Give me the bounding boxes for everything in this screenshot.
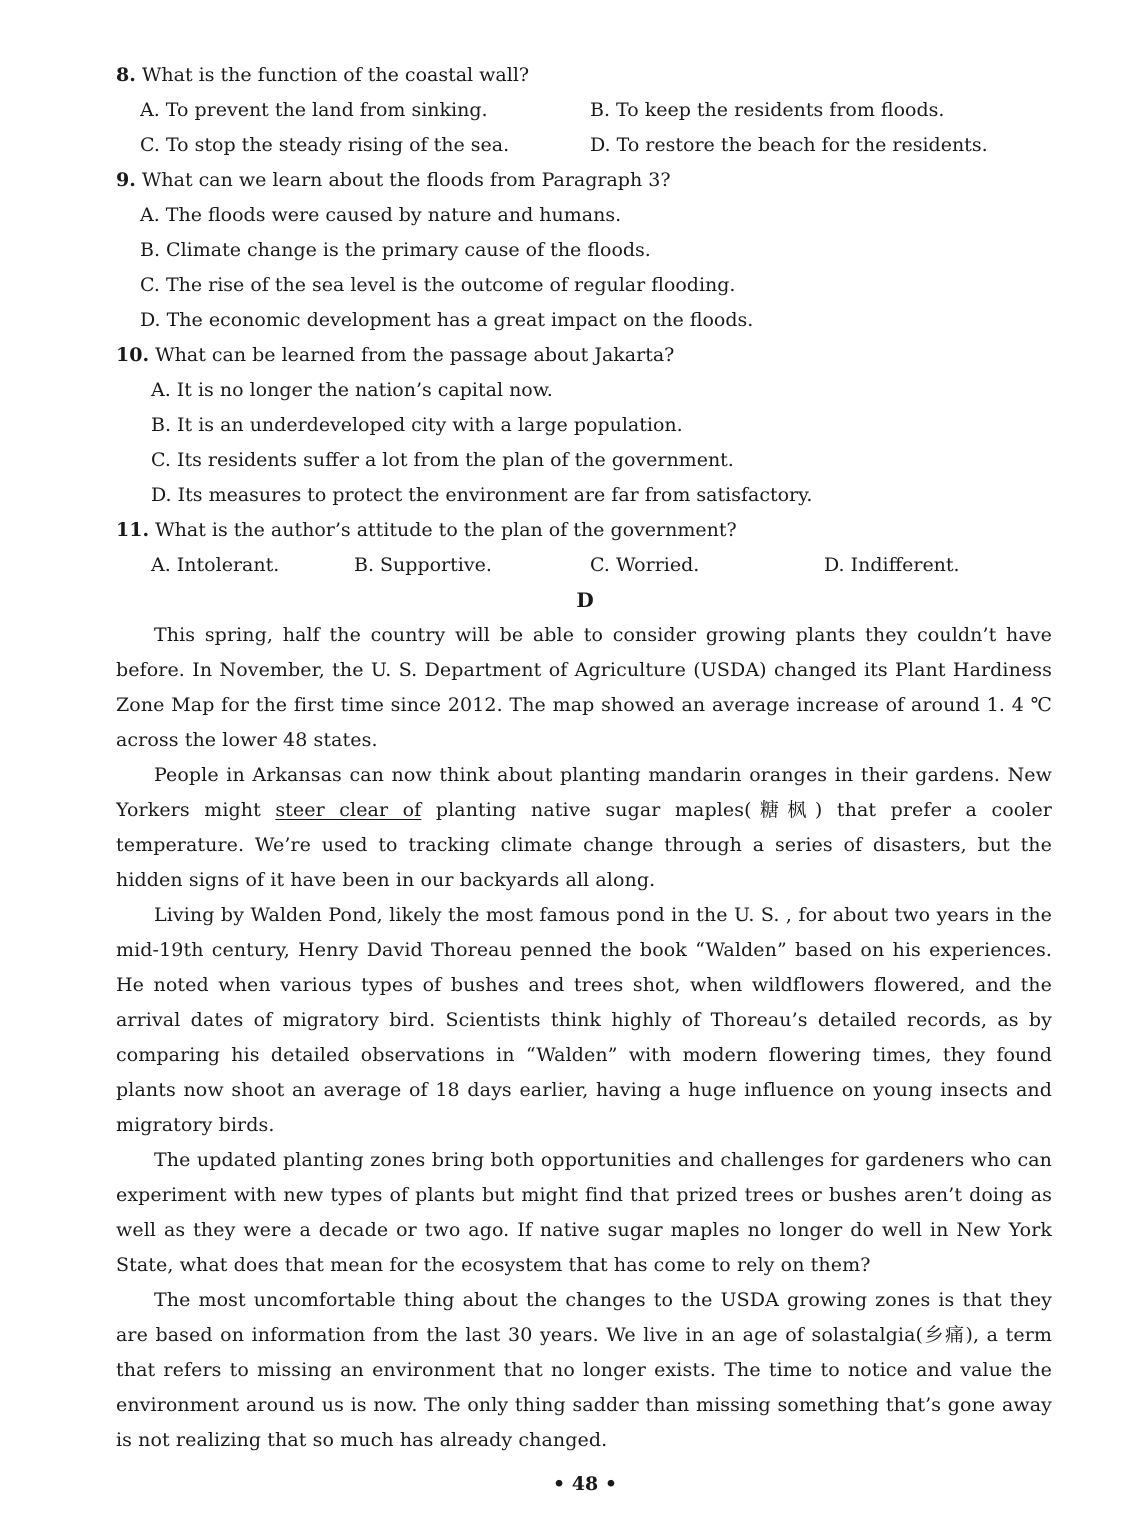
question-stem: What can we learn about the floods from Paragraph 3? [141,169,671,191]
option-10c: C. Its residents suffer a lot from the plan of the government. [151,449,734,471]
option-11d: D. Indifferent. [824,554,960,576]
option-9d: D. The economic development has a great impact on the floods. [140,309,754,331]
underlined-phrase: steer clear of [275,799,422,821]
question-number: 9. [116,169,136,191]
question-stem: What is the function of the coastal wall? [141,64,530,86]
option-8d: D. To restore the beach for the residents. [590,134,988,156]
option-8c: C. To stop the steady rising of the sea. [140,134,510,156]
passage-title: D [576,588,594,612]
paragraph-text-part2: planting native sugar maples(糖枫) that prefer a cooler temperature. We’re used to tracking climate change through a series of disasters, but the hidden signs of it have been in our backyards all along. [116,799,1052,891]
paragraph-text: This spring, half the country will be able to consider growing plants they couldn’t have before. In November, the U. S. Department of Agriculture (USDA) changed its Plant Hardiness Zone Map for the first time since 2012. The map showed an average increase of around 1. 4 ℃ across the lower 48 states. [116,624,1052,751]
question-11 [116,518,737,542]
option-11a: A. Intolerant. [151,554,280,576]
question-number: 10. [116,344,150,366]
passage-paragraph-4 [116,1143,1052,1283]
option-8a: A. To prevent the land from sinking. [140,99,488,121]
question-9 [116,168,671,192]
option-9b: B. Climate change is the primary cause of the floods. [140,239,651,261]
option-10a: A. It is no longer the nation’s capital now. [151,379,553,401]
option-8b: B. To keep the residents from floods. [590,99,945,121]
option-11b: B. Supportive. [354,554,492,576]
passage-paragraph-1 [116,618,1052,758]
paragraph-text: Living by Walden Pond, likely the most famous pond in the U. S. , for about two years in the mid-19th century, Henry David Thoreau penned the book “Walden” based on his experiences. He noted when various types of bushes and trees shot, when wildflowers flowered, and the arrival dates of migratory bird. Scientists think highly of Thoreau’s detailed records, as by comparing his detailed observations in “Walden” with modern flowering times, they found plants now shoot an average of 18 days earlier, having a huge influence on young insects and migratory birds. [116,904,1052,1136]
option-9a: A. The floods were caused by nature and humans. [140,204,622,226]
question-10 [116,343,674,367]
paragraph-text: The most uncomfortable thing about the changes to the USDA growing zones is that they are based on information from the last 30 years. We live in an age of solastalgia(乡痛), a term that refers to missing an environment that no longer exists. The time to notice and value the environment around us is now. The only thing sadder than missing something that’s gone away is not realizing that so much has already changed. [116,1289,1052,1451]
passage-paragraph-3 [116,898,1052,1143]
question-stem: What can be learned from the passage about Jakarta? [155,344,675,366]
page-number: • 48 • [553,1473,617,1495]
paragraph-text-part1: People in Arkansas can now think about planting mandarin oranges in their gardens. New Yorkers might [116,764,1052,821]
option-9c: C. The rise of the sea level is the outcome of regular flooding. [140,274,736,296]
question-number: 8. [116,64,136,86]
option-10d: D. Its measures to protect the environment are far from satisfactory. [151,484,813,506]
paragraph-text [116,758,1052,898]
option-11c: C. Worried. [590,554,700,576]
option-10b: B. It is an underdeveloped city with a large population. [151,414,683,436]
question-stem: What is the author’s attitude to the plan of the government? [155,519,737,541]
passage-paragraph-2 [116,758,1052,898]
paragraph-text: The updated planting zones bring both opportunities and challenges for gardeners who can experiment with new types of plants but might find that prized trees or bushes aren’t doing as well as they were a decade or two ago. If native sugar maples no longer do well in New York State, what does that mean for the ecosystem that has come to rely on them? [116,1149,1052,1276]
passage-paragraph-5 [116,1283,1052,1458]
question-number: 11. [116,519,150,541]
question-8 [116,63,529,87]
